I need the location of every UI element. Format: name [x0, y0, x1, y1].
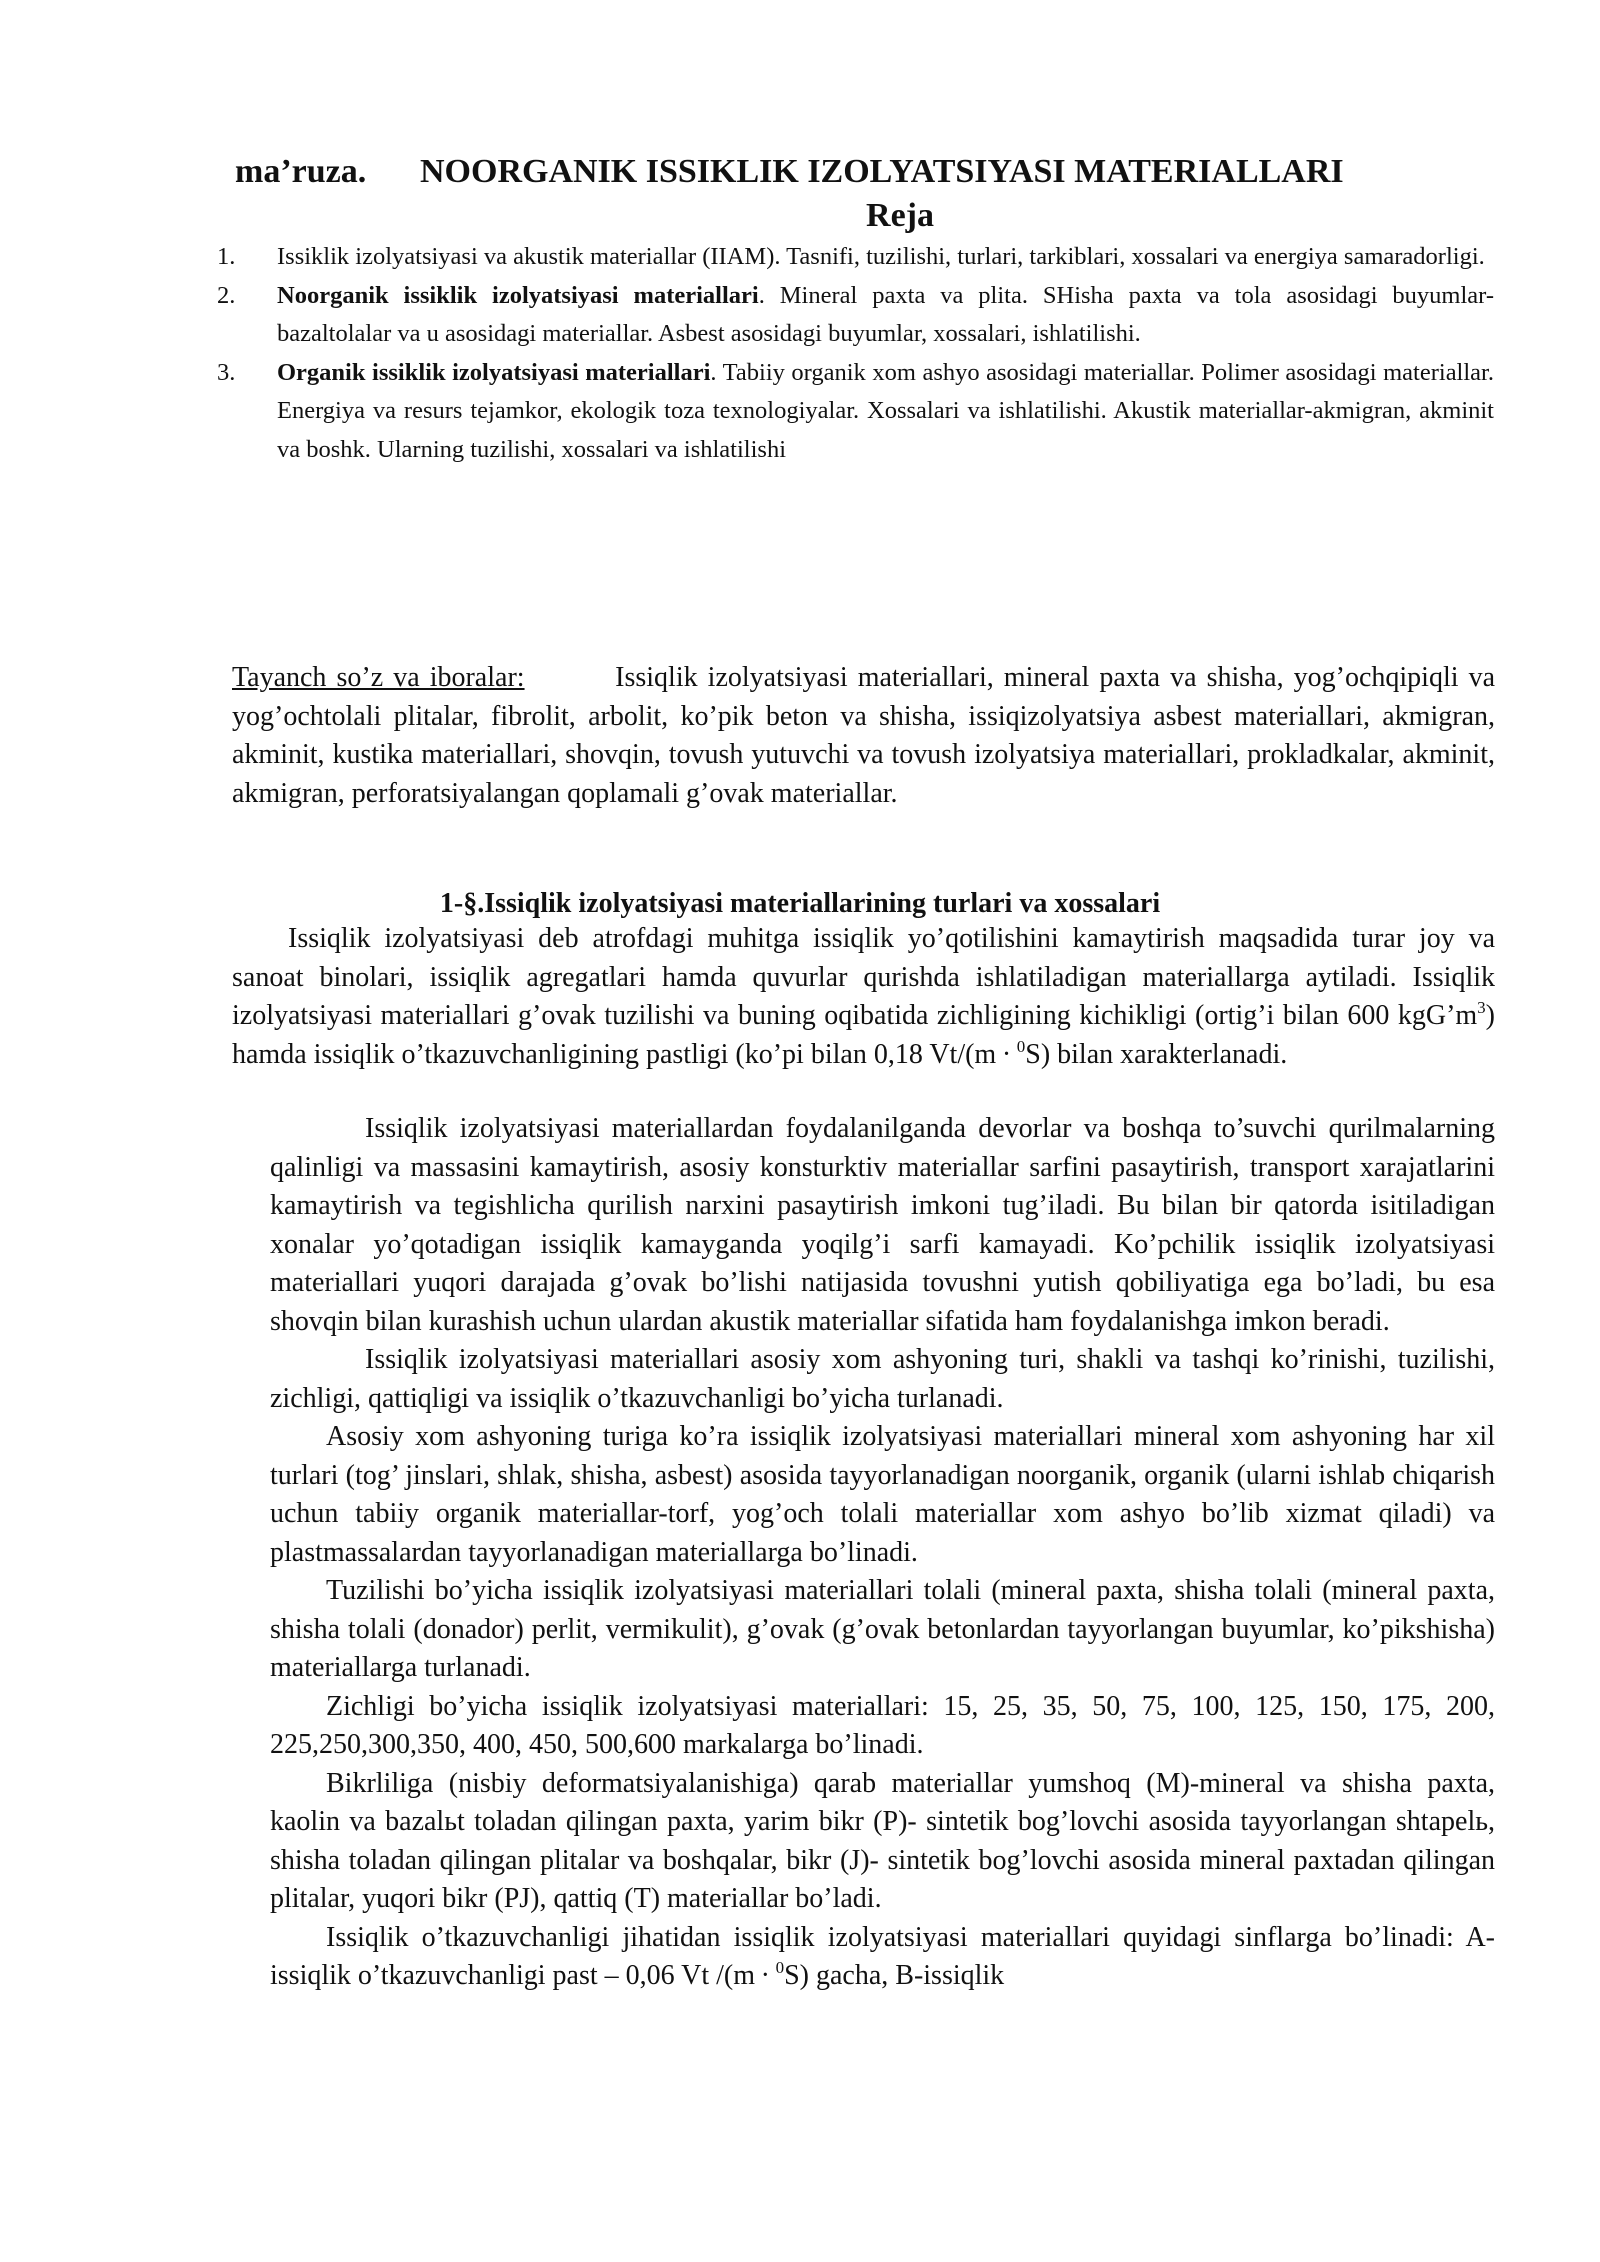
paragraph-raw-material: Asosiy xom ashyoning turiga ko’ra issiqlik izolyatsiyasi materiallari mineral xom ashyoning har xil turlari (tog’ jinslari, shlak, shisha, asbest) asosida tayyorlanadigan noorganik, organik (ularni ishlab chiqarish uchun tabiiy organik materiallar-torf, yog’och tolali materiallar xom ashyo bo’lib xizmat qiladi) va plastmassalardan tayyorlanadigan materiallarga bo’linadi. — [270, 1421, 1495, 1568]
plan-heading: Reja — [866, 197, 934, 234]
paragraph-advantages: Issiqlik izolyatsiyasi materiallardan foydalanilganda devorlar va boshqa to’suvchi qurilmalarning qalinligi va massasini kamaytirish, asosiy konsturktiv materiallar sarfini pasaytirish, transport xarajatlarini kamaytirish va tegishlicha qurilish narxini pasaytirish imkoni tug’iladi. Bu bilan bir qatorda isitiladigan xonalar yo’qotadigan issiqlik kamayganda yoqilg’i sarfi kamayadi. Ko’pchilik issiqlik izolyatsiyasi materiallari yuqori darajada g’ovak bo’lishi natijasida tovushni yutish qobiliyatiga ega bo’ladi, bu esa shovqin bilan kurashish uchun ulardan akustik materiallar sifatida ham foydalanishga imkon beradi. — [270, 1113, 1495, 1337]
superscript: 0 — [1016, 1036, 1026, 1056]
keywords-text: Issiqlik izolyatsiyasi materiallari, mineral paxta va shisha, yog’ochqipiqli va yog’ochtolali plitalar, fibrolit, arbolit, ko’pik beton va shisha, issiqizolyatsiya asbest materiallari, akmigran, akminit, kustika materiallari, shovqin, tovush yutuvchi va tovush izolyatsiya materiallari, prokladkalar, akminit, akmigran, perforatsiyalangan qoplamali g’ovak materiallar. — [232, 662, 1495, 809]
superscript: 3 — [1477, 998, 1486, 1017]
paragraph-text: ) hamda issiqlik o’tkazuvchanligining pastligi (ko’pi bilan 0,18 Vt/(m — [232, 1000, 1495, 1070]
plan-item — [217, 354, 1494, 470]
paragraph-text: Issiqlik o’tkazuvchanligi jihatidan issiqlik izolyatsiyasi materiallari quyidagi sinflarga bo’linadi: A- issiqlik o’tkazuvchanligi past – 0,06 Vt /(m — [270, 1921, 1495, 1991]
paragraph-structure: Tuzilishi bo’yicha issiqlik izolyatsiyasi materiallari tolali (mineral paxta, shisha tolali (mineral paxta, shisha tolali (donador) perlit, vermikulit), g’ovak (g’ovak betonlardan tayyorlangan buyumlar, ko’pikshisha) materiallarga turlanadi. — [270, 1575, 1495, 1683]
superscript: 0 — [775, 1958, 785, 1977]
paragraph-definition — [232, 920, 1495, 1074]
section-heading: 1-§.Issiqlik izolyatsiyasi materiallarining turlari va xossalari — [439, 888, 1161, 919]
plan-item-bold: Organik issiklik izolyatsiyasi materiallari — [277, 358, 711, 386]
section-intro — [232, 920, 1495, 1074]
plan-item-number: 3. — [217, 358, 236, 386]
section-body — [270, 1110, 1495, 1996]
plan-list — [217, 238, 1494, 469]
plan-item — [217, 238, 1494, 277]
paragraph-text: S) bilan xarakterlanadi. — [1025, 1038, 1288, 1070]
keywords-paragraph — [232, 659, 1495, 813]
lecture-title-text: NOORGANIK ISSIKLIK IZOLYATSIYASI MATERIALLARI — [420, 153, 1344, 190]
lecture-prefix: ma’ruza. — [235, 153, 367, 190]
paragraph-classification: Issiqlik izolyatsiyasi materiallari asosiy xom ashyoning turi, shakli va tashqi ko’rinishi, tuzilishi, zichligi, qattiqligi va issiqlik o’tkazuvchanligi bo’yicha turlanadi. — [270, 1344, 1495, 1414]
paragraph-rigidity: Bikrliliga (nisbiy deformatsiyalanishiga) qarab materiallar yumshoq (M)-mineral va shisha paxta, kaolin va bazalьt toladan qilingan paxta, yarim bikr (P)- sintetik bog’lovchi asosida tayyorlangan shtapelь, shisha toladan qilingan plitalar va boshqalar, bikr (J)- sintetik bog’lovchi asosida mineral paxtadan qilingan plitalar, yuqori bikr (PJ), qattiq (T) materiallar bo’ladi. — [270, 1767, 1495, 1914]
plan-item-number: 1. — [217, 243, 236, 270]
multiplication-dot: · — [1001, 1038, 1012, 1070]
paragraph-text: Issiqlik izolyatsiyasi deb atrofdagi muhitga issiqlik yo’qotilishini kamaytirish maqsadida turar joy va sanoat binolari, issiqlik agregatlari hamda quvurlar qurishda ishlatiladigan materiallarga aytiladi. Issiqlik izolyatsiyasi materiallari g’ovak tuzilishi va buning oqibatida zichligining kichikligi (ortig’i bilan 600 kgG’m — [232, 923, 1495, 1031]
plan-item-bold: Noorganik issiklik izolyatsiyasi materiallari — [277, 281, 759, 309]
paragraph-density: Zichligi bo’yicha issiqlik izolyatsiyasi materiallari: 15, 25, 35, 50, 75, 100, 125, 150, 175, 200, 225,250,300,350, 400, 450, 500,600 markalarga bo’linadi. — [270, 1690, 1495, 1760]
paragraph-conductivity — [270, 1919, 1495, 1996]
plan-item-text: . Tabiiy organik xom ashyo asosidagi materiallar. Polimer asosidagi materiallar. Energiya va resurs tejamkor, ekologik toza texnologiyalar. Xossalari va ishlatilishi. Akustik materiallar-akmigran, akminit va boshk. Ularning tuzilishi, xossalari va ishlatilishi — [277, 358, 1494, 463]
plan-item — [217, 277, 1494, 354]
paragraph-text: S) gacha, B-issiqlik — [784, 1960, 1005, 1991]
multiplication-dot: · — [760, 1960, 770, 1991]
keywords-label: Tayanch so’z va iboralar: — [232, 662, 525, 693]
plan-item-text: . Mineral paxta va plita. SHisha paxta va tola asosidagi buyumlar- bazaltolalar va u asosidagi materiallar. Asbest asosidagi buyumlar, xossalari, ishlatilishi. — [277, 281, 1494, 347]
plan-item-text: Issiklik izolyatsiyasi va akustik materiallar (IIAM). Tasnifi, tuzilishi, turlari, tarkiblari, xossalari va energiya samaradorligi. — [277, 243, 1485, 270]
plan-item-number: 2. — [217, 281, 236, 309]
lecture-title — [235, 152, 1485, 192]
